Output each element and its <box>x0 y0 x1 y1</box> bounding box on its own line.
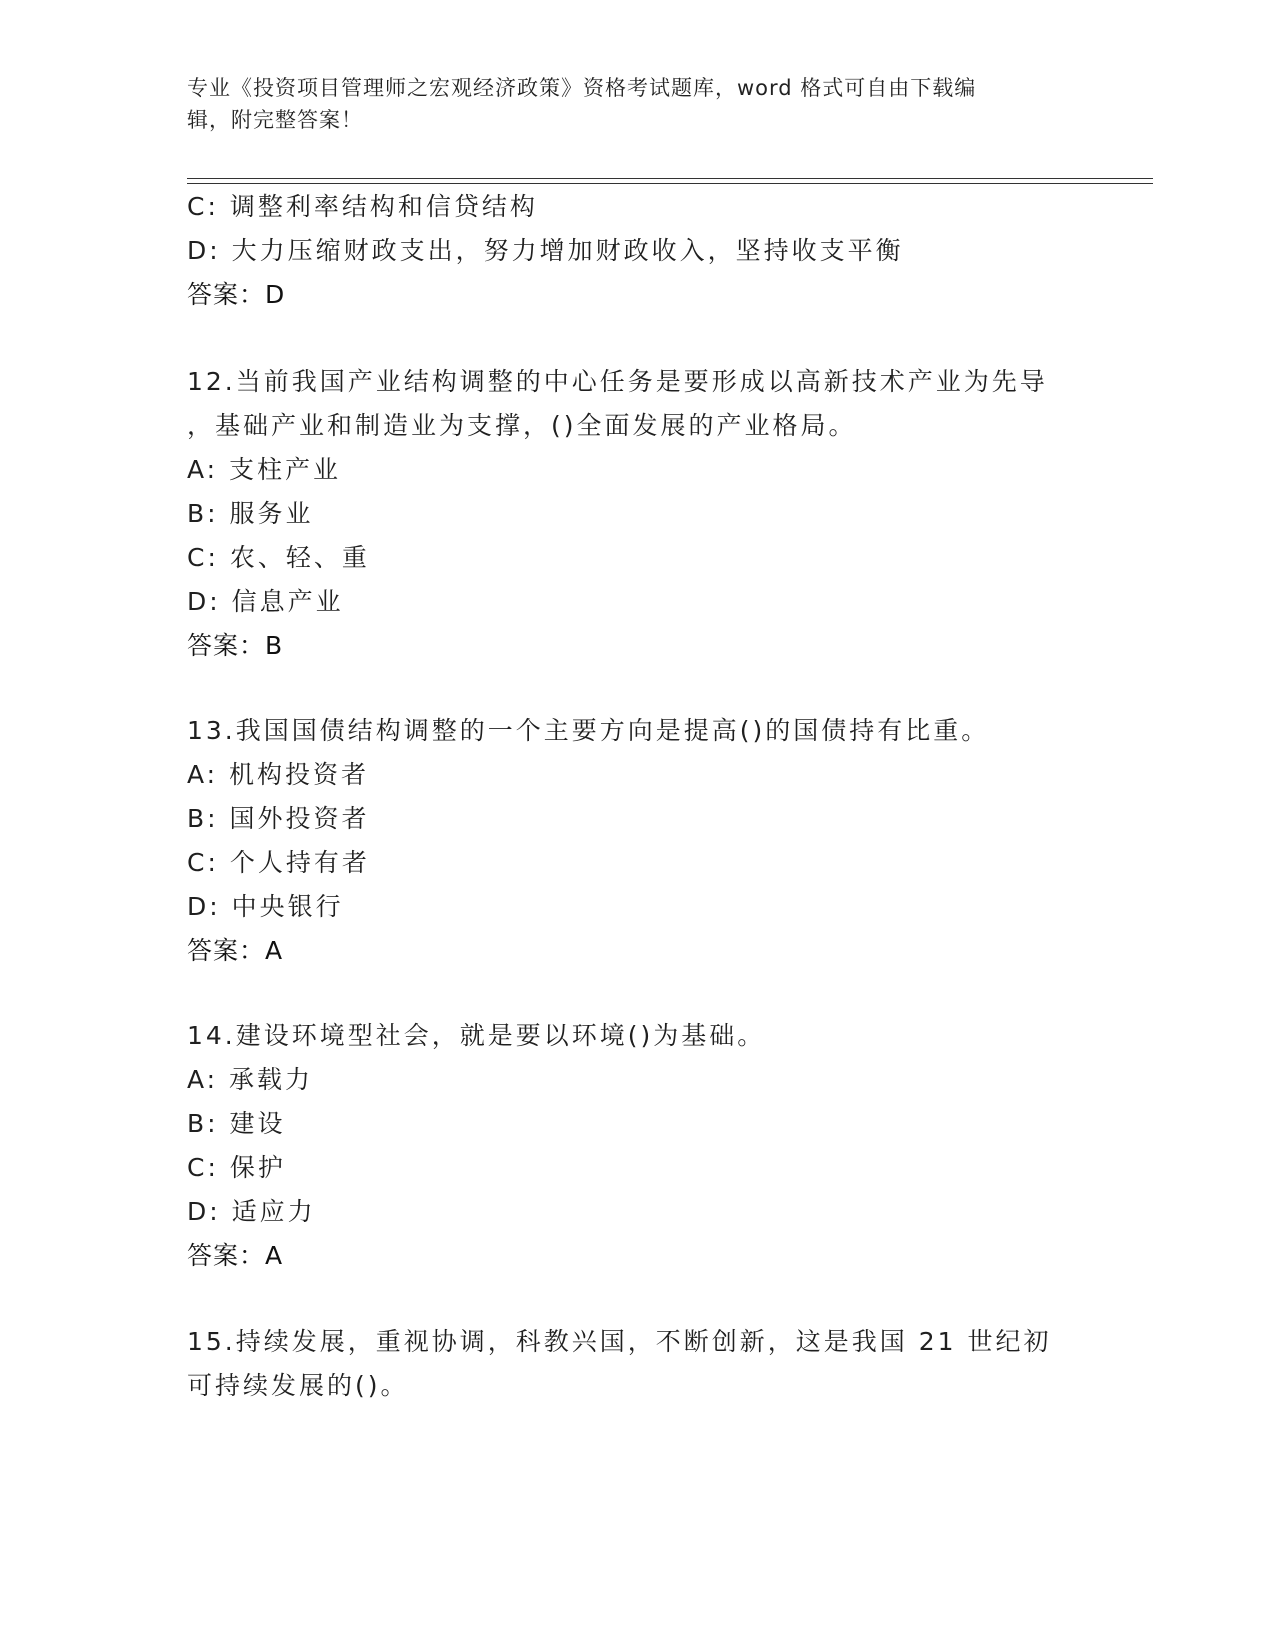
q14-answer: 答案：A <box>187 1241 284 1270</box>
q14-option-a: A: 承载力 <box>187 1065 314 1094</box>
q13-option-d: D: 中央银行 <box>187 892 344 921</box>
q14-option-c: C: 保护 <box>187 1153 286 1182</box>
q14-option-b: B: 建设 <box>187 1109 286 1138</box>
q14-option-d: D: 适应力 <box>187 1197 316 1226</box>
header-divider-top <box>187 178 1153 179</box>
header-line-2: 辑，附完整答案！ <box>187 108 363 132</box>
q13-question-line-1: 13.我国国债结构调整的一个主要方向是提高()的国债持有比重。 <box>187 716 990 745</box>
q11-option-c: C: 调整利率结构和信贷结构 <box>187 192 538 221</box>
q14-question-line-1: 14.建设环境型社会，就是要以环境()为基础。 <box>187 1021 766 1050</box>
q15-question-line-2: 可持续发展的()。 <box>187 1371 409 1400</box>
q13-answer: 答案：A <box>187 936 284 965</box>
q12-question-line-1: 12.当前我国产业结构调整的中心任务是要形成以高新技术产业为先导 <box>187 367 1048 396</box>
q12-option-c: C: 农、轻、重 <box>187 543 370 572</box>
q11-option-d: D: 大力压缩财政支出，努力增加财政收入，坚持收支平衡 <box>187 236 904 265</box>
q12-question-line-2: ，基础产业和制造业为支撑，()全面发展的产业格局。 <box>187 411 857 440</box>
q12-option-d: D: 信息产业 <box>187 587 344 616</box>
header-divider-bottom <box>187 183 1153 184</box>
q13-option-b: B: 国外投资者 <box>187 804 370 833</box>
q15-question-line-1: 15.持续发展，重视协调，科教兴国，不断创新，这是我国 21 世纪初 <box>187 1327 1052 1356</box>
q12-answer: 答案：B <box>187 631 284 660</box>
header-line-1: 专业《投资项目管理师之宏观经济政策》资格考试题库，word 格式可自由下载编 <box>187 76 977 100</box>
document-header <box>187 72 1067 136</box>
q11-answer: 答案：D <box>187 280 286 309</box>
q13-option-c: C: 个人持有者 <box>187 848 370 877</box>
q13-option-a: A: 机构投资者 <box>187 760 370 789</box>
q12-option-a: A: 支柱产业 <box>187 455 342 484</box>
q12-option-b: B: 服务业 <box>187 499 314 528</box>
